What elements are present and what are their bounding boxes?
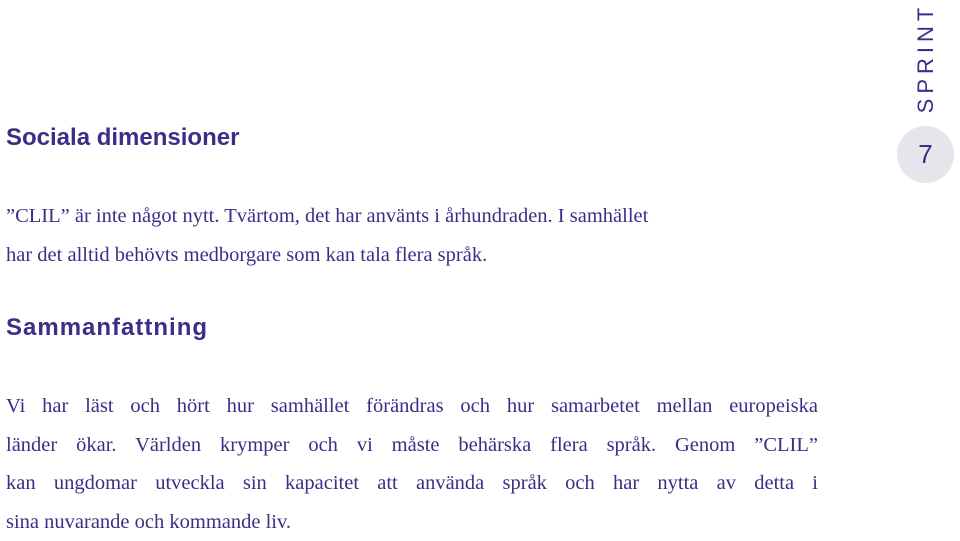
paragraph-line: sina nuvarande och kommande liv. — [6, 503, 818, 541]
section-heading-sammanfattning: Sammanfattning — [6, 314, 208, 342]
chapter-label: SPRINT — [913, 3, 939, 114]
paragraph-line: kan ungdomar utveckla sin kapacitet att använda språk och har nytta av detta i — [6, 464, 818, 503]
paragraph-line: Vi har läst och hört hur samhället förändras och hur samarbetet mellan europeiska — [6, 387, 818, 426]
chapter-number: 7 — [897, 126, 954, 183]
section-paragraph-sammanfattning — [6, 387, 818, 541]
paragraph-line: har det alltid behövts medborgare som kan tala flera språk. — [6, 236, 836, 275]
paragraph-line: ”CLIL” är inte något nytt. Tvärtom, det har använts i århundraden. I samhället — [6, 197, 836, 236]
chapter-number-badge — [897, 126, 954, 183]
section-paragraph-sociala-dimensioner — [6, 197, 836, 274]
paragraph-line: länder ökar. Världen krymper och vi måste behärska flera språk. Genom ”CLIL” — [6, 426, 818, 465]
section-heading-sociala-dimensioner: Sociala dimensioner — [6, 124, 239, 152]
